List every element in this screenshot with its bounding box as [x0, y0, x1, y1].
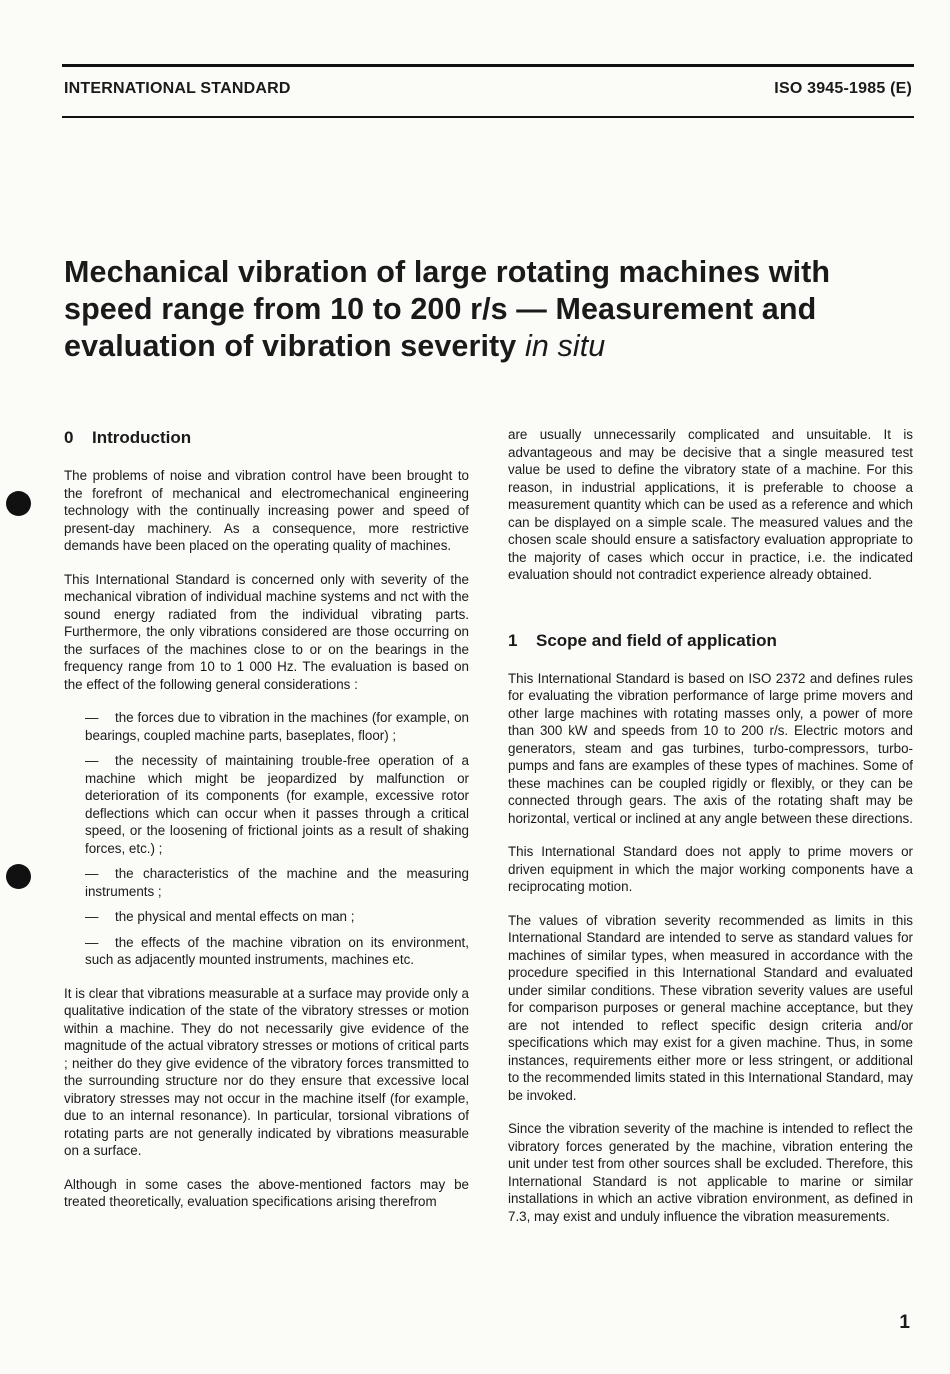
- list-item: — the physical and mental effects on man ;: [64, 908, 469, 926]
- punch-hole-mark: [6, 864, 31, 889]
- list-item: — the forces due to vibration in the machines (for example, on bearings, coupled machine parts, baseplates, floor) ;: [64, 709, 469, 744]
- document-title: [64, 254, 894, 365]
- intro-heading: [64, 426, 469, 449]
- scope-paragraph: This International Standard is based on ISO 2372 and defines rules for evaluating the vibration performance of large prime movers and other large machines with rotating masses only, a power of more than 300 kW and speeds from 10 to 200 r/s. Electric motors and generators, steam and gas turbines, turbo-compressors, turbo-pumps and fans are examples of these types of machines. Some of these machines can be coupled rigidly or flexibly, or they can be connected through gears. The axis of the rotating shaft may be horizontal, vertical or inclined at any angle between these directions.: [508, 670, 913, 826]
- page-number: 1: [899, 1312, 910, 1333]
- intro-paragraph: Although in some cases the above-mentioned factors may be treated theoretically, evaluation specifications arising therefrom: [64, 1176, 469, 1209]
- scope-heading: [508, 629, 913, 652]
- intro-paragraph: This International Standard is concerned only with severity of the mechanical vibration of individual machine systems and nct with the sound energy radiated from the individual vibrating parts. Furthermore, the only vibrations considered are those occurring on the surfaces of the machines close to or on the bearings in the frequency range from 10 to 1 000 Hz. The evaluation is based on the effect of the following general considerations :: [64, 571, 469, 692]
- section-number: 0: [64, 428, 74, 447]
- list-item: — the characteristics of the machine and the measuring instruments ;: [64, 865, 469, 900]
- section-title: Scope and field of application: [536, 630, 777, 650]
- considerations-list: [64, 709, 469, 969]
- title-italic: in situ: [524, 329, 606, 363]
- scope-paragraph: Since the vibration severity of the machine is intended to reflect the vibratory forces generated by the machine, vibration entering the unit under test from other sources shall be excluded. Therefore, this International Standard is not applicable to marine or similar installations in which an active vibration environment, as defined in 7.3, may exist and unduly influence the vibration measurements.: [508, 1121, 913, 1224]
- section-number: 1: [508, 630, 518, 650]
- list-item: — the effects of the machine vibration on its environment, such as adjacently mounted instruments, machines etc.: [64, 934, 469, 969]
- intro-paragraph: The problems of noise and vibration control have been brought to the forefront of mechanical and electromechanical engineering technology with the continually increasing power and speed of present-day machinery. As a consequence, more restrictive demands have been placed on the operating quality of machines.: [64, 468, 469, 553]
- header-rule-bottom: [62, 116, 914, 118]
- section-title: Introduction: [92, 428, 192, 447]
- header-rule-top: [62, 64, 914, 67]
- scope-paragraph: This International Standard does not apply to prime movers or driven equipment in which the major working components have a reciprocating motion.: [508, 844, 913, 894]
- left-column: [64, 426, 469, 1211]
- list-item: — the necessity of maintaining trouble-free operation of a machine which might be jeopardized by malfunction or deterioration of its components (for example, excessive rotor deflections which can occur when it passes through a critical speed, or the loosening of frictional joints as a result of shaking forces, etc.) ;: [64, 752, 469, 857]
- punch-hole-mark: [6, 491, 31, 516]
- header-label: INTERNATIONAL STANDARD: [64, 80, 291, 97]
- intro-paragraph: It is clear that vibrations measurable at a surface may provide only a qualitative indication of the state of the vibratory stresses or motion within a machine. They do not necessarily give evidence of the magnitude of the actual vibratory stresses or motions of critical parts ; neither do they give evidence of the vibratory forces transmitted to the surrounding structure nor do they ensure that excessive local vibratory stresses may not occur in the machine itself (for example, due to an internal resonance). In particular, torsional vibrations of rotating parts are not generally indicated by vibrations measurable on a surface.: [64, 985, 469, 1158]
- standard-number: ISO 3945-1985 (E): [774, 80, 912, 97]
- scope-paragraph: The values of vibration severity recommended as limits in this International Standard are intended to serve as standard values for machines of similar types, when measured in accordance with the procedure specified in this International Standard and evaluated under similar conditions. These vibration severity values are useful for comparison purposes or general machine acceptance, but they are not intended to reflect specific design criteria and/or specifications which may exist for a given machine. Thus, in some instances, requirements either more or less stringent, or additional to the recommended limits stated in this International Standard, may be invoked.: [508, 912, 913, 1103]
- title-main: Mechanical vibration of large rotating machines with speed range from 10 to 200 r/s — Measurement and evaluation of vibration severity: [64, 255, 831, 363]
- intro-paragraph-continued: are usually unnecessarily complicated and unsuitable. It is advantageous and may be decisive that a single measured test value be used to define the vibratory state of a machine. For this reason, in industrial applications, it is preferable to choose a measurement quantity which can be used as a reference and which can be displayed on a simple scale. The measured values and the chosen scale should ensure a satisfactory evaluation appropriate to the majority of cases which occur in practice, i.e. the indicated evaluation should not contradict experience already obtained.: [508, 427, 913, 582]
- right-column: [508, 426, 913, 1225]
